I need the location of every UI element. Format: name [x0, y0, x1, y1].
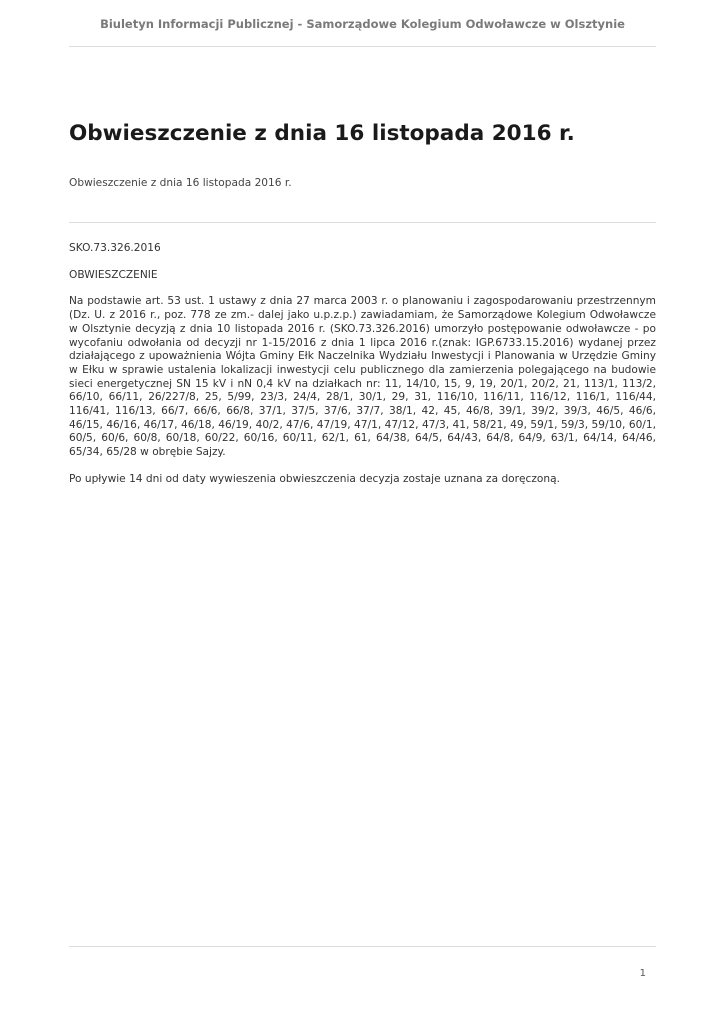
header-divider — [69, 46, 656, 47]
document-closing: Po upływie 14 dni od daty wywieszenia obwieszczenia decyzja zostaje uznana za doręczoną. — [69, 472, 560, 485]
document-body: Na podstawie art. 53 ust. 1 ustawy z dnia 27 marca 2003 r. o planowaniu i zagospodarowaniu przestrzennym (Dz. U. z 2016 r., poz. 778 ze zm.- dalej jako u.p.z.p.) zawiadamiam, że Samorządowe Kolegium Odwoławcze w Olsztynie decyzją z dnia 10 listopada 2016 r. (SKO.73.326.2016) umorzyło postępowanie odwoławcze - po wycofaniu odwołania od decyzji nr 1-15/2016 z dnia 1 lipca 2016 r.(znak: IGP.6733.15.2016) wydanej przez działającego z upoważnienia Wójta Gminy Ełk Naczelnika Wydziału Inwestycji i Planowania w Urzędzie Gminy w Ełku w sprawie ustalenia lokalizacji inwestycji celu publicznego dla zamierzenia polegającego na budowie sieci energetycznej SN 15 kV i nN 0,4 kV na działkach nr: 11, 14/10, 15, 9, 19, 20/1, 20/2, 21, 113/1, 113/2, 66/10, 66/11, 26/227/8, 25, 5/99, 23/3, 24/4, 28/1, 30/1, 29, 31, 116/10, 116/11, 116/12, 116/1, 116/44, 116/41, 116/13, 66/7, 66/6, 66/8, 37/1, 37/5, 37/6, 37/7, 38/1, 42, 45, 46/8, 39/1, 39/2, 39/3, 46/5, 46/6, 46/15, 46/16, 46/17, 46/18, 46/19, 40/2, 47/6, 47/19, 47/1, 47/12, 47/3, 41, 58/21, 49, 59/1, 59/3, 59/10, 60/1, 60/5, 60/6, 60/8, 60/18, 60/22, 60/16, 60/11, 62/1, 61, 64/38, 64/5, 64/43, 64/8, 64/9, 63/1, 64/14, 64/46, 65/34, 65/28 w obrębie Sajzy. — [69, 295, 656, 459]
page-subtitle: Obwieszczenie z dnia 16 listopada 2016 r. — [69, 177, 292, 189]
page-title: Obwieszczenie z dnia 16 listopada 2016 r. — [69, 121, 575, 146]
site-header: Biuletyn Informacji Publicznej - Samorządowe Kolegium Odwoławcze w Olsztynie — [100, 17, 625, 31]
document-content — [69, 242, 656, 500]
page-number: 1 — [639, 968, 646, 979]
footer-divider — [69, 946, 656, 947]
document-heading: OBWIESZCZENIE — [69, 268, 158, 281]
content-divider — [69, 222, 656, 223]
reference-number: SKO.73.326.2016 — [69, 242, 161, 254]
